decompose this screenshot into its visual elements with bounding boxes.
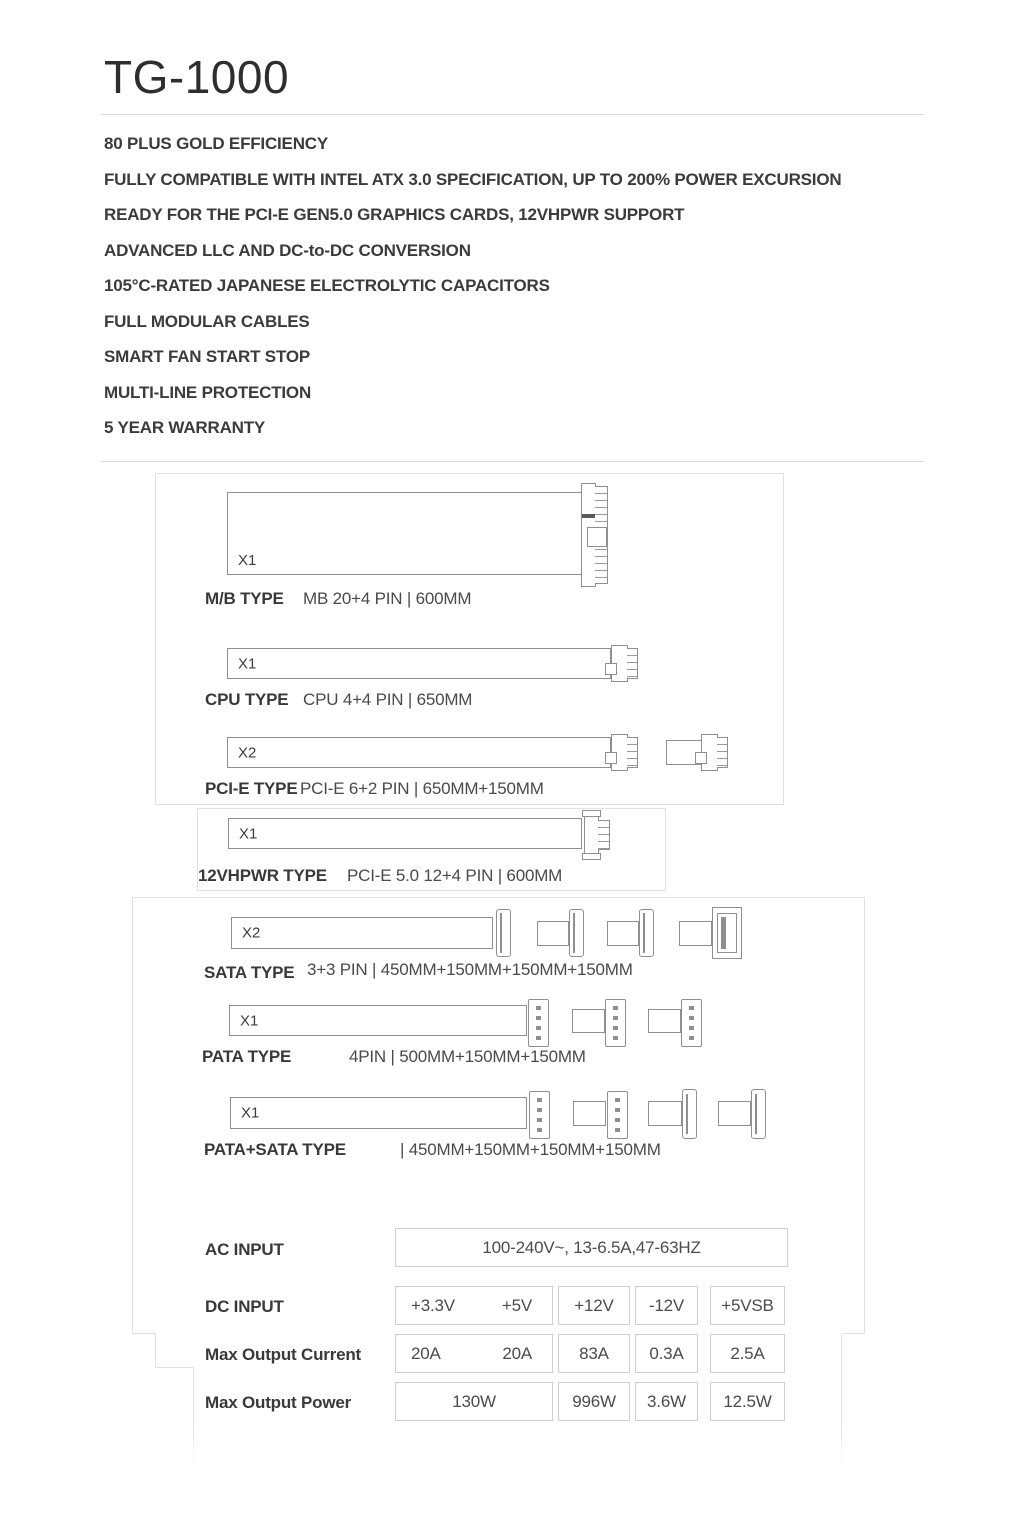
molex-connector-icon [605,999,626,1047]
ac-input-label: AC INPUT [205,1240,284,1259]
dc-input-label: DC INPUT [205,1297,284,1316]
sata-end-connector-icon [712,907,742,959]
feature-item: 80 PLUS GOLD EFFICIENCY [104,134,328,153]
feature-item: FULL MODULAR CABLES [104,311,310,331]
cable-band-short [537,921,569,946]
feature-item: 105°C-RATED JAPANESE ELECTROLYTIC CAPACITORS [104,276,550,295]
molex-connector-icon [529,1091,550,1139]
section-divider [100,461,925,462]
max-current-cell: 2.5A [710,1334,785,1373]
cable-spec-label: 3+3 PIN | 450MM+150MM+150MM+150MM [307,960,633,979]
cable-spec-label: CPU 4+4 PIN | 650MM [303,690,473,709]
dc-rail-cell: -12V [635,1286,698,1325]
cable-band [227,648,611,679]
cable-band-short [679,921,712,946]
max-output-power-label: Max Output Power [205,1393,352,1412]
cable-type-label: 12VHPWR TYPE [198,866,327,885]
page-title: TG-1000 [104,51,290,103]
dc-rail-cell: +5VSB [710,1286,785,1325]
max-power-cell: 12.5W [710,1382,785,1421]
cable-type-label: PATA+SATA TYPE [204,1140,346,1159]
cable-type-label: PATA TYPE [202,1047,292,1066]
cable-band-short [573,1101,606,1126]
feature-item: FULLY COMPATIBLE WITH INTEL ATX 3.0 SPECIFICATION, UP TO 200% POWER EXCURSION [104,169,842,189]
max-current-value: 20A [411,1343,441,1363]
cable-band-short [648,1009,681,1033]
cable-band-short [718,1101,751,1126]
sata-connector-icon [569,909,584,957]
cable-band-short [648,1101,682,1126]
feature-item: MULTI-LINE PROTECTION [104,382,312,402]
cable-band [230,1097,527,1129]
sata-connector-icon [682,1089,697,1139]
feature-list [104,135,841,455]
title-divider [100,114,925,115]
dc-rail-value: +3.3V [411,1295,455,1315]
max-output-current-label: Max Output Current [205,1345,362,1364]
feature-item: SMART FAN START STOP [104,347,310,366]
molex-connector-icon [528,999,549,1047]
12vhpwr-connector-icon [582,810,624,860]
dc-rail-cell [395,1286,553,1325]
pcie-8pin-connector-icon [701,732,743,774]
cable-band [228,818,582,849]
dc-rail-cell: +12V [558,1286,630,1325]
pcie-8pin-connector-icon [611,732,653,774]
feature-item: READY FOR THE PCI-E GEN5.0 GRAPHICS CARDS, 12VHPWR SUPPORT [104,205,685,224]
cable-type-label: CPU TYPE [205,690,289,709]
cable-spec-label: PCI-E 5.0 12+4 PIN | 600MM [347,866,563,885]
cable-spec-label: MB 20+4 PIN | 600MM [303,589,472,608]
ac-input-value-cell: 100-240V~, 13-6.5A,47-63HZ [395,1228,788,1267]
cable-band [227,737,611,768]
qty-label: X2 [238,744,257,761]
sata-connector-icon [751,1089,766,1139]
atx-24pin-connector-icon [581,483,615,587]
cable-type-label: PCI-E TYPE [205,779,298,798]
qty-label: X1 [238,655,257,672]
qty-label: X1 [240,1012,259,1029]
feature-item: ADVANCED LLC AND DC-to-DC CONVERSION [104,240,471,260]
qty-label: X1 [241,1104,260,1122]
qty-label: X1 [239,825,258,842]
molex-connector-icon [681,999,702,1047]
cable-spec-label: PCI-E 6+2 PIN | 650MM+150MM [300,779,544,798]
cable-band [227,492,583,575]
bottom-fade [185,1428,875,1478]
feature-item: 5 YEAR WARRANTY [104,418,266,437]
cable-band-short [572,1009,605,1033]
max-current-value: 20A [502,1343,532,1363]
max-current-cell: 0.3A [635,1334,698,1373]
max-power-cell: 3.6W [635,1382,698,1421]
cable-spec-label: | 450MM+150MM+150MM+150MM [400,1140,661,1159]
cable-band-short [607,921,639,946]
qty-label: X2 [242,924,261,942]
eps-8pin-connector-icon [611,643,653,685]
sata-connector-icon [639,909,654,957]
cable-spec-label: 4PIN | 500MM+150MM+150MM [349,1047,586,1066]
cable-band [229,1005,527,1036]
max-power-cell: 996W [558,1382,630,1421]
cable-type-label: SATA TYPE [204,963,295,982]
max-power-cell: 130W [395,1382,553,1421]
cable-type-label: M/B TYPE [205,589,284,608]
max-current-cell: 83A [558,1334,630,1373]
qty-label: X1 [238,552,257,569]
molex-connector-icon [607,1091,628,1139]
dc-rail-value: +5V [501,1295,532,1315]
max-current-cell [395,1334,553,1373]
cable-band [231,917,493,949]
sata-connector-icon [496,909,511,957]
